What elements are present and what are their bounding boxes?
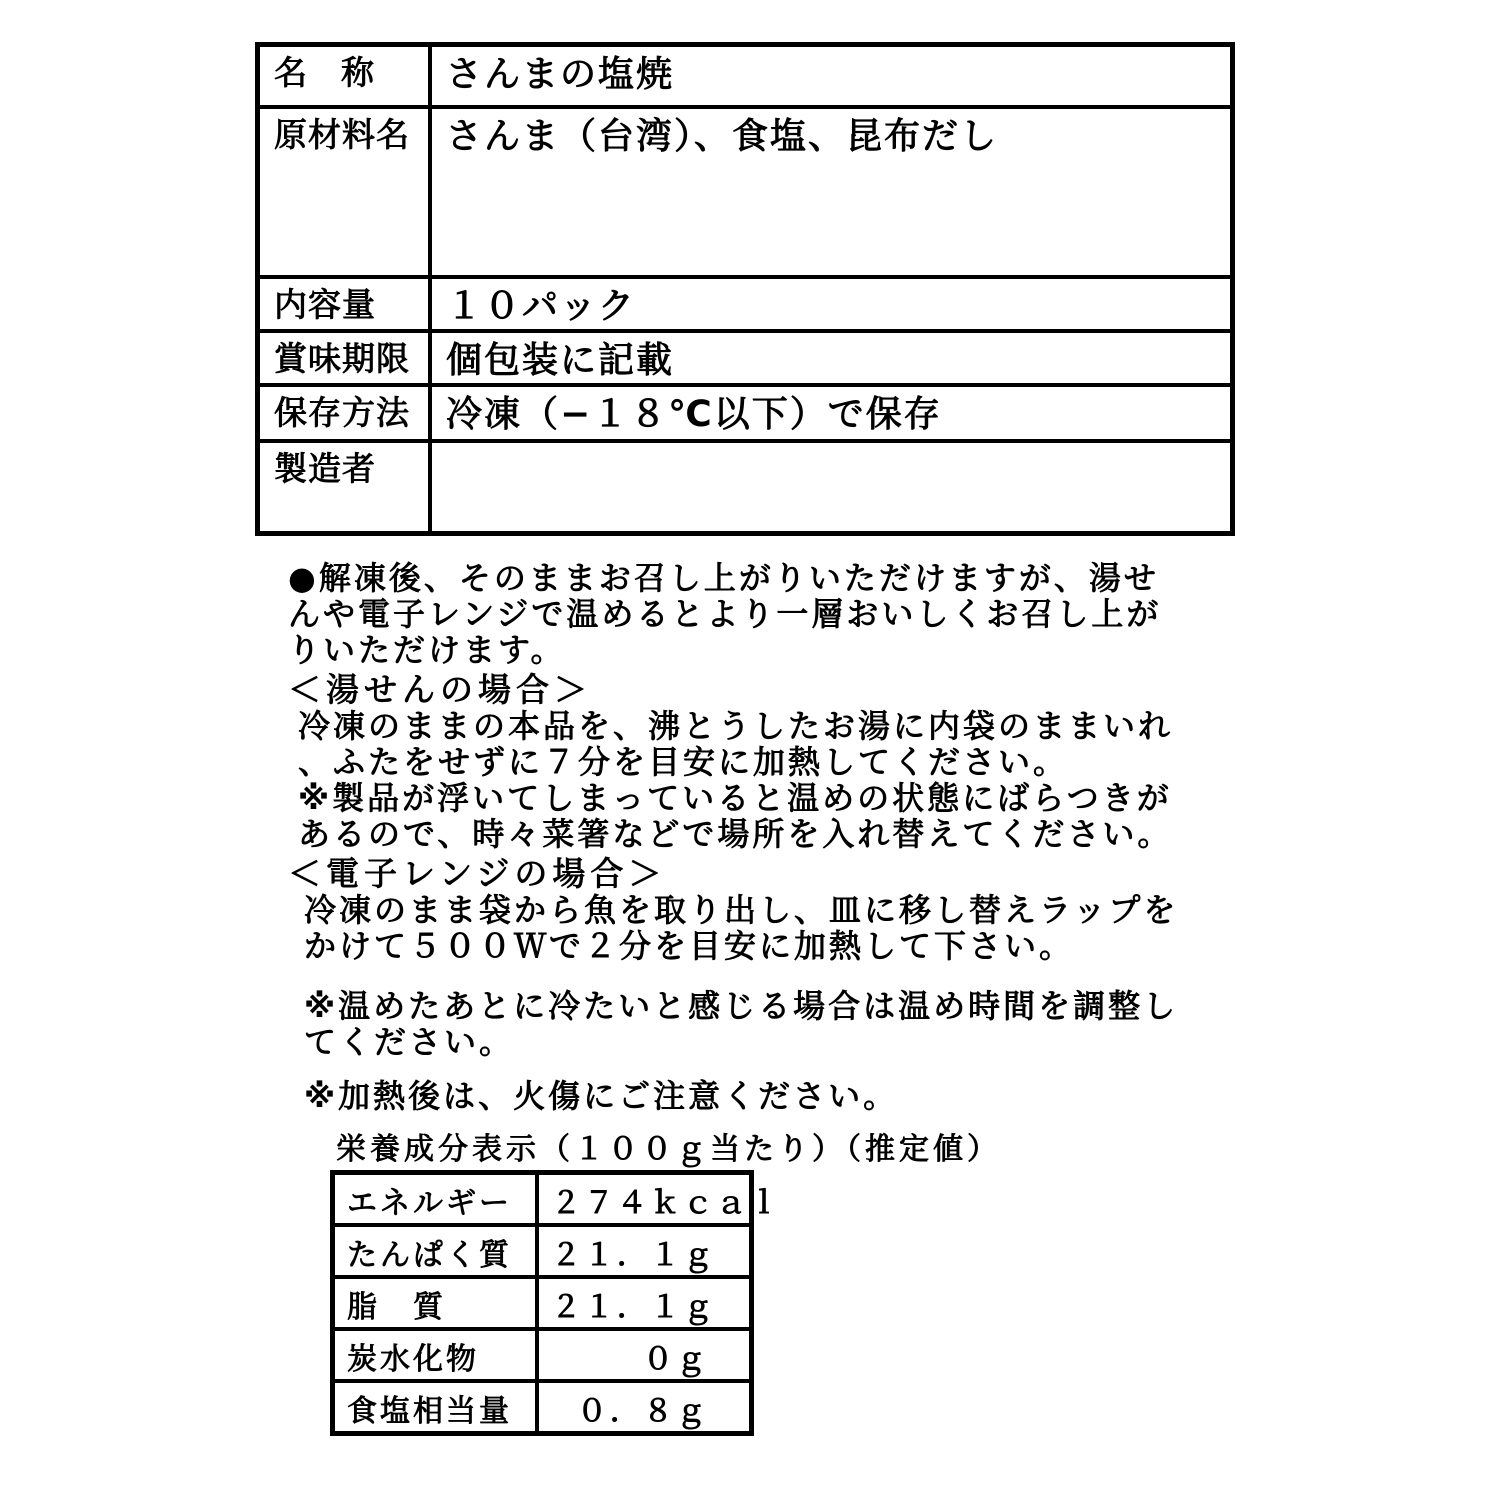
label-row-expiry (258, 331, 1233, 385)
ingredients-key: 原材料名 (258, 107, 431, 277)
nutrition-key: 脂 質 (333, 1277, 538, 1329)
label-row-volume (258, 277, 1233, 331)
label-row-ingredients (258, 107, 1233, 277)
microwave-body: 冷凍のまま袋から魚を取り出し、皿に移し替えラップを かけて５００Ｗで２分を目安に加熱して下さい。 (304, 891, 1179, 965)
label-row-storage (258, 385, 1233, 441)
nutrition-value: ０．８ｇ (537, 1381, 752, 1434)
heating-instructions (288, 560, 1218, 964)
nutrition-key: 食塩相当量 (333, 1381, 538, 1434)
nutrition-key: 炭水化物 (333, 1329, 538, 1381)
nutrition-value: ２７４ｋｃａｌ (537, 1173, 752, 1226)
nutrition-title: 栄養成分表示（１００ｇ当たり）（推定値） (336, 1132, 1001, 1167)
ingredients-value: さんま（台湾）、食塩、昆布だし (430, 107, 1233, 277)
product-label-table (255, 42, 1235, 536)
expiry-key: 賞味期限 (258, 331, 431, 385)
expiry-value: 個包装に記載 (430, 331, 1233, 385)
maker-value (430, 441, 1233, 534)
yusen-body: 冷凍のままの本品を、沸とうしたお湯に内袋のままいれ 、ふたをせずに７分を目安に加熱してください。 (298, 707, 1174, 781)
name-value: さんまの塩焼 (430, 45, 1233, 108)
nutrition-table (330, 1170, 782, 1436)
yusen-heading: ＜湯せんの場合＞ (288, 670, 592, 709)
storage-key: 保存方法 (258, 385, 431, 441)
nutrition-value: ０ｇ (537, 1329, 752, 1381)
yusen-note: ※製品が浮いてしまっていると温めの状態にばらつきが あるので、時々菜箸などで場所を入れ替えてください。 (298, 779, 1173, 853)
label-row-name (258, 45, 1233, 108)
volume-value: １０パック (430, 277, 1233, 331)
nutrition-row (333, 1225, 752, 1277)
label-row-maker (258, 441, 1233, 534)
microwave-heading: ＜電子レンジの場合＞ (288, 854, 667, 893)
nutrition-key: エネルギー (333, 1173, 538, 1226)
nutrition-row (333, 1277, 752, 1329)
name-key: 名称 (258, 45, 431, 108)
nutrition-row (333, 1329, 752, 1381)
nutrition-key: たんぱく質 (333, 1225, 538, 1277)
note-adjust-time: ※温めたあとに冷たいと感じる場合は温め時間を調整し てください。 (304, 987, 1179, 1061)
nutrition-row (333, 1173, 752, 1226)
storage-value: 冷凍（−１８℃以下）で保存 (430, 385, 1233, 441)
nutrition-value: ２１．１ｇ (537, 1225, 752, 1277)
intro-text: ●解凍後、そのままお召し上がりいただけますが、湯せ んや電子レンジで温めるとより一層おいしくお召し上が りいただけます。 (288, 559, 1162, 669)
note-burn-caution: ※加熱後は、火傷にご注意ください。 (304, 1077, 899, 1115)
nutrition-value: ２１．１ｇ (537, 1277, 752, 1329)
caution-notes (304, 988, 1224, 1132)
maker-key: 製造者 (258, 441, 431, 534)
nutrition-row (333, 1381, 752, 1434)
volume-key: 内容量 (258, 277, 431, 331)
